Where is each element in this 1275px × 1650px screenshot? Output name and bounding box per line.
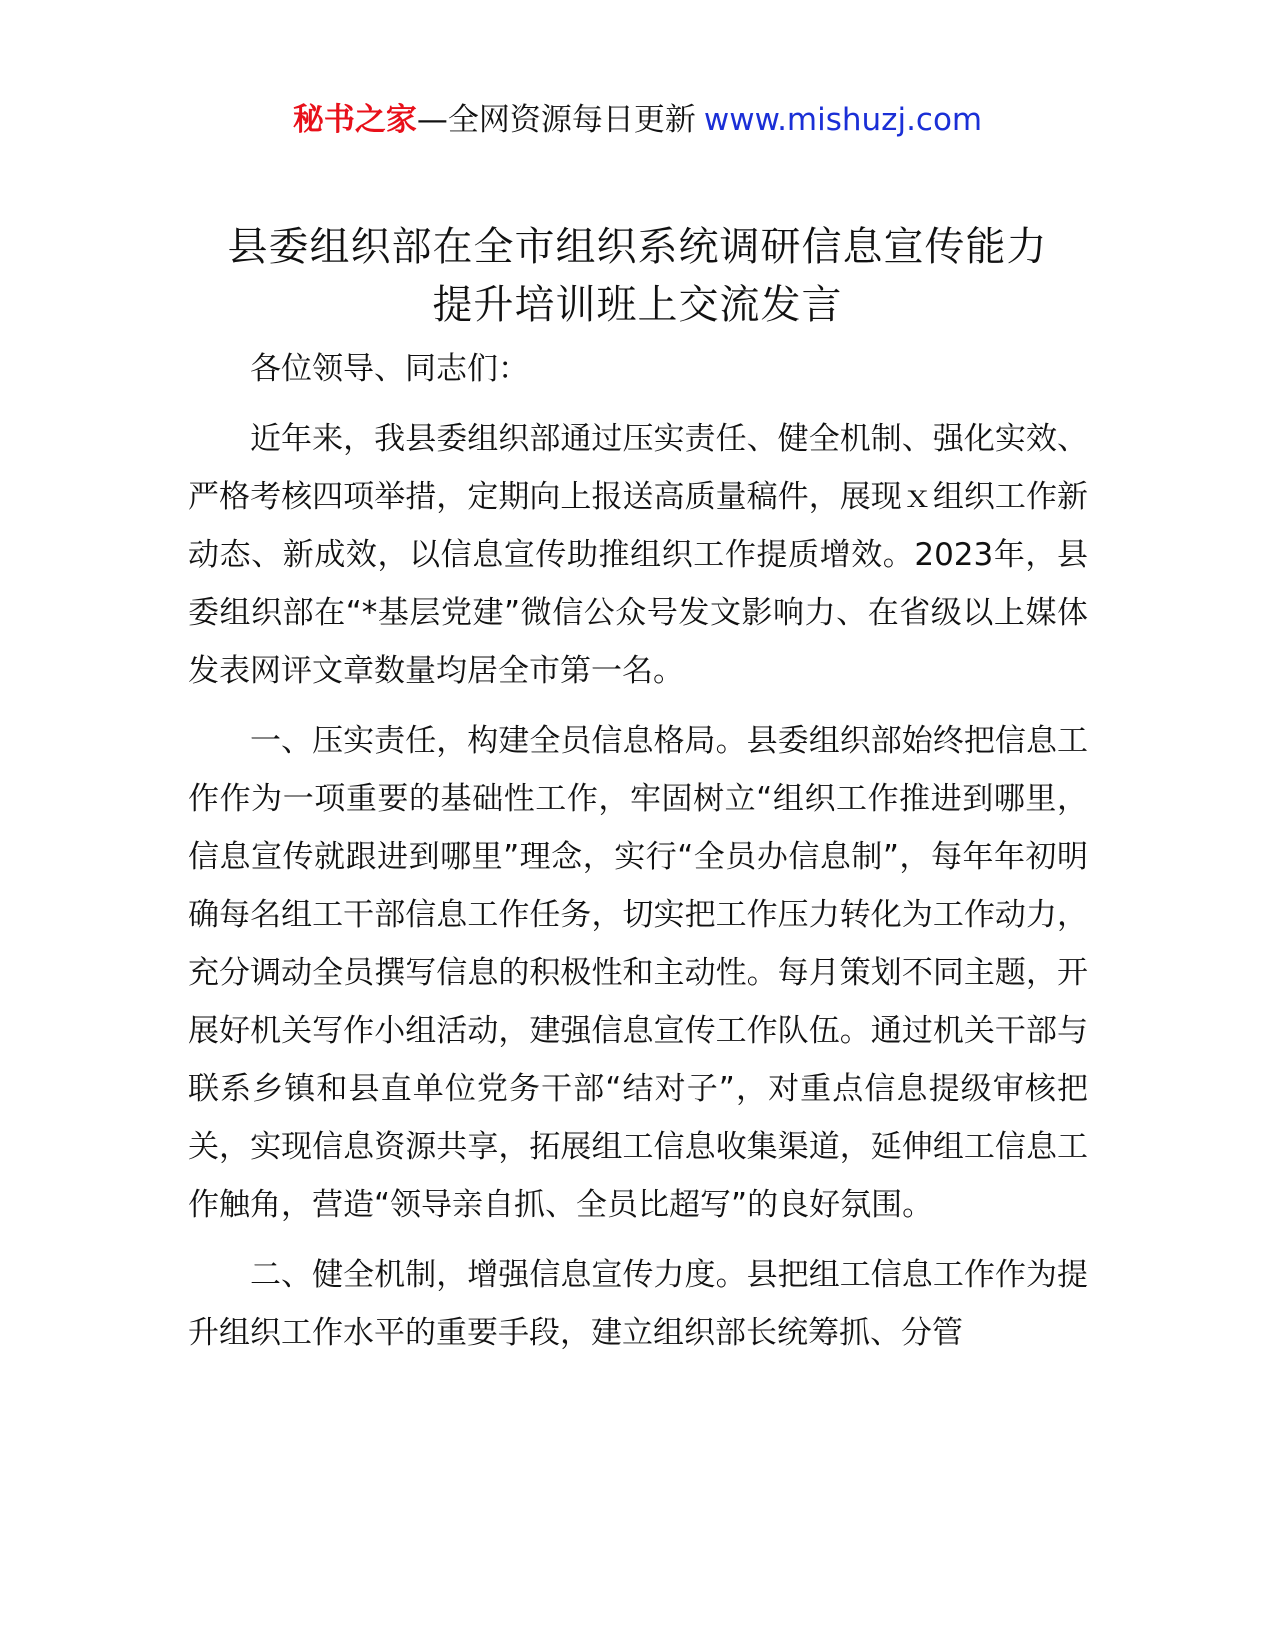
site-url-link[interactable]: www.mishuzj.com	[703, 102, 983, 138]
document-body	[188, 340, 1088, 1374]
brand-name: 秘书之家	[292, 102, 417, 138]
title-line-1: 县委组织部在全市组织系统调研信息宣传能力	[227, 224, 1048, 270]
site-header	[0, 98, 1275, 142]
header-tagline: —全网资源每日更新	[416, 102, 696, 138]
paragraph-section-1: 一、压实责任，构建全员信息格局。县委组织部始终把信息工作作为一项重要的基础性工作，牢固树立“组织工作推进到哪里，信息宣传就跟进到哪里”理念，实行“全员办信息制”，每年年初明确每名组工干部信息工作任务，切实把工作压力转化为工作动力，充分调动全员撰写信息的积极性和主动性。每月策划不同主题，开展好机关写作小组活动，建强信息宣传工作队伍。通过机关干部与联系乡镇和县直单位党务干部“结对子”，对重点信息提级审核把关，实现信息资源共享，拓展组工信息收集渠道，延伸组工信息工作触角，营造“领导亲自抓、全员比超写”的良好氛围。	[188, 723, 1088, 1223]
title-line-2: 提升培训班上交流发言	[432, 282, 843, 328]
salutation: 各位领导、同志们：	[250, 351, 529, 387]
paragraph-section-2: 二、健全机制，增强信息宣传力度。县把组工信息工作作为提升组织工作水平的重要手段，建立组织部长统筹抓、分管	[188, 1257, 1088, 1351]
document-title	[150, 218, 1125, 334]
paragraph-intro: 近年来，我县委组织部通过压实责任、健全机制、强化实效、严格考核四项举措，定期向上报送高质量稿件，展现ｘ组织工作新动态、新成效，以信息宣传助推组织工作提质增效。2023年，县委组织部在“*基层党建”微信公众号发文影响力、在省级以上媒体发表网评文章数量均居全市第一名。	[188, 421, 1088, 689]
